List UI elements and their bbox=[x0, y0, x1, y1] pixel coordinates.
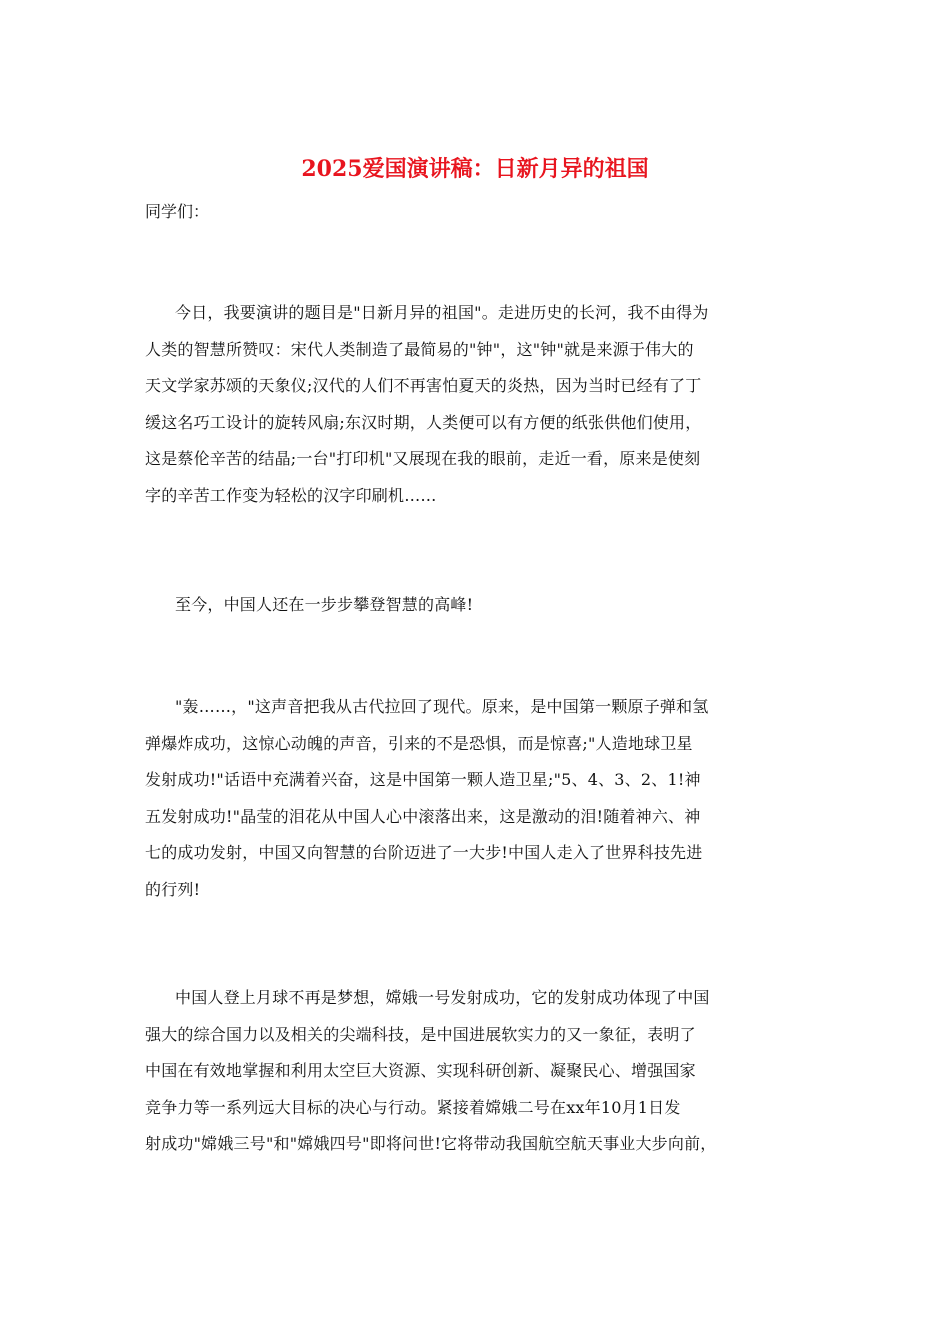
paragraph-line: 缓这名巧工设计的旋转风扇;东汉时期，人类便可以有方便的纸张供他们使用， bbox=[145, 412, 702, 432]
paragraph-line: 的行列! bbox=[145, 879, 201, 899]
paragraph-line: "轰……，"这声音把我从古代拉回了现代。原来，是中国第一颗原子弹和氢 bbox=[175, 697, 709, 716]
paragraph-line: 字的辛苦工作变为轻松的汉字印刷机…… bbox=[145, 485, 437, 505]
paragraph-line: 竞争力等一系列远大目标的决心与行动。紧接着嫦娥二号在xx年10月1日发 bbox=[145, 1097, 681, 1117]
paragraph-1 bbox=[145, 295, 830, 514]
paragraph-line: 人类的智慧所赞叹：宋代人类制造了最简易的"钟"，这"钟"就是来源于伟大的 bbox=[145, 339, 694, 359]
paragraph-line: 七的成功发射，中国又向智慧的台阶迈进了一大步!中国人走入了世界科技先进 bbox=[145, 843, 703, 862]
paragraph-2 bbox=[145, 587, 830, 624]
paragraph-line: 今日，我要演讲的题目是"日新月异的祖国"。走进历史的长河，我不由得为 bbox=[175, 303, 709, 322]
paragraph-line: 射成功"嫦娥三号"和"嫦娥四号"即将问世!它将带动我国航空航天事业大步向前， bbox=[145, 1134, 717, 1153]
paragraph-3 bbox=[145, 689, 830, 908]
paragraph-line: 中国人登上月球不再是梦想，嫦娥一号发射成功，它的发射成功体现了中国 bbox=[175, 988, 710, 1007]
paragraph-line: 至今，中国人还在一步步攀登智慧的高峰! bbox=[175, 595, 474, 614]
paragraph-line: 五发射成功!"晶莹的泪花从中国人心中滚落出来，这是激动的泪!随着神六、神 bbox=[145, 806, 701, 826]
paragraph-line: 中国在有效地掌握和利用太空巨大资源、实现科研创新、凝聚民心、增强国家 bbox=[145, 1061, 696, 1080]
paragraph-4 bbox=[145, 980, 830, 1163]
paragraph-line: 发射成功!"话语中充满着兴奋，这是中国第一颗人造卫星;"5、4、3、2、1!神 bbox=[145, 770, 701, 789]
document-title: 2025爱国演讲稿：日新月异的祖国 bbox=[301, 156, 649, 182]
greeting: 同学们： bbox=[145, 202, 210, 221]
paragraph-line: 弹爆炸成功，这惊心动魄的声音，引来的不是恐惧，而是惊喜;"人造地球卫星 bbox=[145, 733, 693, 753]
paragraph-line: 强大的综合国力以及相关的尖端科技，是中国进展软实力的又一象征，表明了 bbox=[145, 1024, 696, 1044]
paragraph-line: 这是蔡伦辛苦的结晶;一台"打印机"又展现在我的眼前，走近一看，原来是使刻 bbox=[145, 449, 701, 468]
paragraph-line: 天文学家苏颂的天象仪;汉代的人们不再害怕夏天的炎热，因为当时已经有了丁 bbox=[145, 376, 702, 395]
